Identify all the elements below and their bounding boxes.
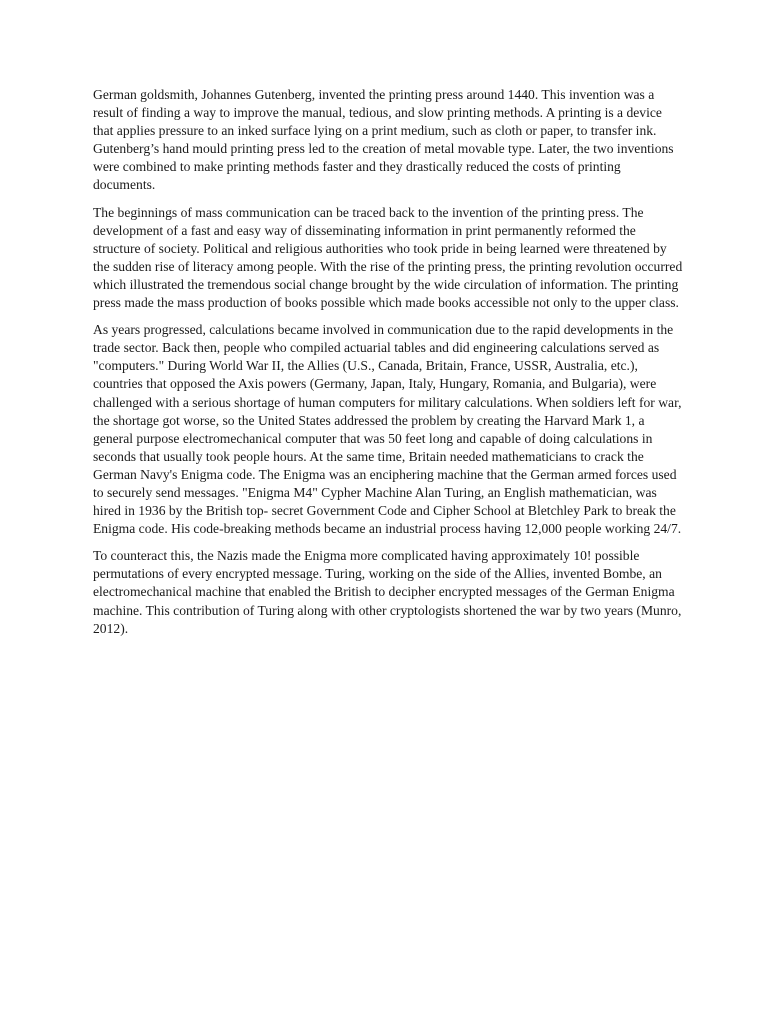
paragraph-4: To counteract this, the Nazis made the Enigma more complicated having approximately 10! possible permutations of every encrypted message. Turing, working on the side of the Allies, invented Bombe, an electromechanical machine that enabled the British to decipher encrypted messages of the German Enigma machine. This contribution of Turing along with other cryptologists shortened the war by two years (Munro, 2012). [93, 548, 682, 636]
document-body [93, 86, 683, 647]
paragraph-2: The beginnings of mass communication can be traced back to the invention of the printing press. The development of a fast and easy way of disseminating information in print permanently reformed the structure of society. Political and religious authorities who took pride in being learned were threatened by the sudden rise of literacy among people. With the rise of the printing press, the printing revolution occurred which illustrated the tremendous social change brought by the wide circulation of information. The printing press made the mass production of books possible which made books accessible not only to the upper class. [93, 204, 683, 311]
paragraph-3: As years progressed, calculations became involved in communication due to the rapid developments in the trade sector. Back then, people who compiled actuarial tables and did engineering calculations served as "computers." During World War II, the Allies (U.S., Canada, Britain, France, USSR, Australia, etc.), countries that opposed the Axis powers (Germany, Japan, Italy, Hungary, Romania, and Bulgaria), were challenged with a serious shortage of human computers for military calculations. When soldiers left for war, the shortage got worse, so the United States addressed the problem by creating the Harvard Mark 1, a general purpose electromechanical computer that was 50 feet long and capable of doing calculations in seconds that usually took people hours. At the same time, Britain needed mathematicians to crack the German Navy's Enigma code. The Enigma was an enciphering machine that the German armed forces used to securely send messages. "Enigma M4" Cypher Machine Alan Turing, an English mathematician, was hired in 1936 by the British top- secret Government Code and Cipher School at Bletchley Park to break the Enigma code. His code-breaking methods became an industrial process having 12,000 people working 24/7. [93, 322, 682, 537]
paragraph-1: German goldsmith, Johannes Gutenberg, invented the printing press around 1440. This invention was a result of finding a way to improve the manual, tedious, and slow printing methods. A printing is a device that applies pressure to an inked surface lying on a print medium, such as cloth or paper, to transfer ink. Gutenberg’s hand mould printing press led to the creation of metal movable type. Later, the two inventions were combined to make printing methods faster and they drastically reduced the costs of printing documents. [93, 87, 674, 193]
